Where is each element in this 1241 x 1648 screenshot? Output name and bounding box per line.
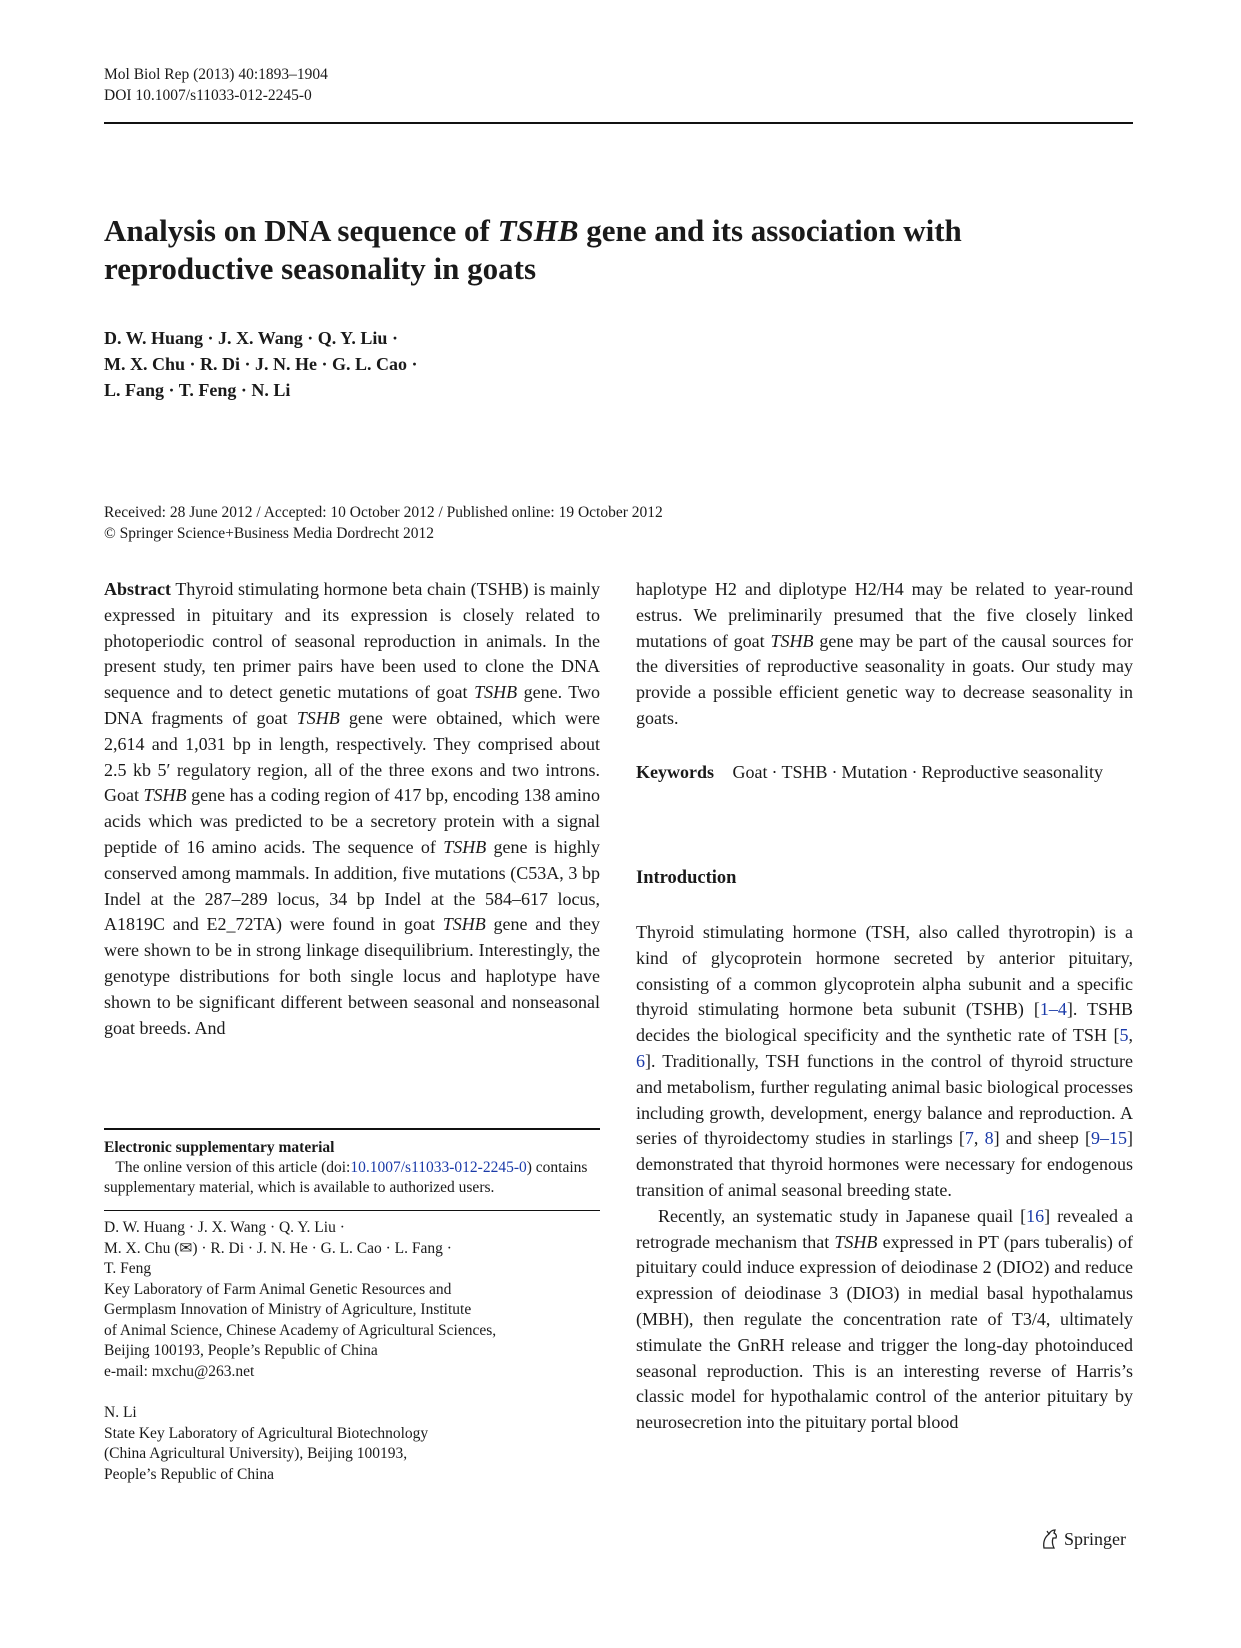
keywords: Keywords Goat · TSHB · Mutation · Reproductive seasonality — [636, 762, 1103, 782]
doi-link[interactable]: 10.1007/s11033-012-2245-0 — [350, 1159, 527, 1176]
journal-header — [104, 64, 328, 106]
affiliation-institution: State Key Laboratory of Agricultural Biotechnology (China Agricultural University), Beijing 100193, People’s Republic of China — [104, 1424, 429, 1483]
journal-citation: Mol Biol Rep (2013) 40:1893–1904 — [104, 66, 328, 83]
section-heading-introduction: Introduction — [636, 868, 737, 888]
affiliation-authors: D. W. Huang · J. X. Wang · Q. Y. Liu · M. X. Chu (✉) · R. Di · J. N. He · G. L. Cao · L. Fang · T. Feng — [104, 1219, 452, 1277]
author-line: M. X. Chu · R. Di · J. N. He · G. L. Cao · — [104, 354, 418, 374]
citation-link[interactable]: 8 — [984, 1128, 994, 1149]
keyword: Goat — [732, 762, 768, 782]
esm-label: Electronic supplementary material — [104, 1139, 335, 1156]
copyright-line: © Springer Science+Business Media Dordrecht 2012 — [104, 525, 435, 542]
citation-link[interactable]: 6 — [636, 1050, 645, 1071]
author-line: D. W. Huang · J. X. Wang · Q. Y. Liu · — [104, 328, 398, 348]
abstract-continued: haplotype H2 and diplotype H2/H4 may be related to year-round estrus. We preliminarily presumed that the five closely linked mutations of goat TSHB gene may be part of the causal sources for the diversities of reproductive seasonality in goats. Our study may provide a possible efficient genetic way to decrease seasonality in goats. — [636, 579, 1133, 728]
abstract-label: Abstract — [104, 579, 171, 599]
publisher-name: Springer — [1064, 1528, 1126, 1549]
doi-line: DOI 10.1007/s11033-012-2245-0 — [104, 87, 312, 104]
affiliation-block — [104, 1218, 600, 1382]
keyword: TSHB — [781, 762, 828, 782]
received-accepted-line: Received: 28 June 2012 / Accepted: 10 October 2012 / Published online: 19 October 2012 — [104, 504, 663, 521]
publication-dates — [104, 502, 663, 544]
supplementary-note: Electronic supplementary material The online version of this article (doi:10.1007/s11033-012-2245-0) contains supplementary material, which is available to authorized users. — [104, 1139, 588, 1196]
author-line: L. Fang · T. Feng · N. Li — [104, 380, 291, 400]
citation-link[interactable]: 7 — [964, 1128, 974, 1149]
affiliation-authors: N. Li — [104, 1404, 137, 1421]
citation-link[interactable]: 5 — [1119, 1025, 1129, 1046]
affiliation-block — [104, 1403, 600, 1485]
keyword: Reproductive seasonality — [921, 762, 1103, 782]
header-rule — [104, 122, 1133, 124]
affiliation-institution: Key Laboratory of Farm Animal Genetic Resources and Germplasm Innovation of Ministry of Agriculture, Institute of Animal Science, Chinese Academy of Agricultural Sciences, Beijing 100193, People’s Republic of China e-mail: mxchu@263.net — [104, 1280, 497, 1380]
paragraph: Recently, an systematic study in Japanese quail [16] revealed a retrograde mechanism that TSHB expressed in PT (pars tuberalis) of pituitary could induce expression of deiodinase 2 (DIO2) and reduce expression of deiodinase 3 (DIO3) in medial basal hypothalamus (MBH), then regulate the concentration rate of T3/4, ultimately stimulate the GnRH release and trigger the long-day photoinduced seasonal reproduction. This is an interesting reverse of Harris’s classic model for hypothalamic control of the anterior pituitary by neurosecretion into the pituitary portal blood — [636, 1205, 1133, 1433]
keywords-label: Keywords — [636, 762, 714, 782]
abstract: Abstract Thyroid stimulating hormone beta chain (TSHB) is mainly expressed in pituitary and its expression is closely related to photoperiodic control of seasonal reproduction in animals. In the present study, ten primer pairs have been used to clone the DNA sequence and to detect genetic mutations of goat TSHB gene. Two DNA fragments of goat TSHB gene were obtained, which were 2,614 and 1,031 bp in length, respectively. They comprised about 2.5 kb 5′ regulatory region, all of the three exons and two introns. Goat TSHB gene has a coding region of 417 bp, encoding 138 amino acids which was predicted to be a secretory protein with a signal peptide of 16 amino acids. The sequence of TSHB gene is highly conserved among mammals. In addition, five mutations (C53A, 3 bp Indel at the 287–289 locus, 34 bp Indel at the 584–617 locus, A1819C and E2_72TA) were found in goat TSHB gene and they were shown to be in strong linkage disequilibrium. Interestingly, the genotype distributions for both single locus and haplotype have shown to be significant different between seasonal and nonseasonal goat breeds. And — [104, 579, 601, 1038]
paper-title: Analysis on DNA sequence of TSHB gene and its association with reproductive seasonality in goats — [104, 213, 962, 286]
author-list — [104, 325, 418, 403]
citation-link[interactable]: 1–4 — [1039, 999, 1067, 1020]
keyword: Mutation — [841, 762, 908, 782]
affiliation-rule — [104, 1210, 600, 1211]
paragraph: Thyroid stimulating hormone (TSH, also called thyrotropin) is a kind of glycoprotein hormone secreted by anterior pituitary, consisting of a common glycoprotein alpha subunit and a specific thyroid stimulating hormone beta subunit (TSHB) [1–4]. TSHB decides the biological specificity and the synthetic rate of TSH [5, 6]. Traditionally, TSH functions in the control of thyroid structure and metabolism, further regulating animal basic biological processes including growth, development, energy balance and reproduction. A series of thyroidectomy studies in starlings [7, 8] and sheep [9–15] demonstrated that thyroid hormones were necessary for endogenous transition of animal seasonal breeding state. — [636, 922, 1134, 1200]
springer-horse-icon — [1040, 1528, 1060, 1550]
citation-link[interactable]: 9–15 — [1091, 1128, 1128, 1149]
publisher-footer — [1040, 1528, 1126, 1550]
citation-link[interactable]: 16 — [1026, 1205, 1045, 1226]
introduction-body — [636, 920, 1133, 1436]
esm-rule — [104, 1128, 600, 1130]
